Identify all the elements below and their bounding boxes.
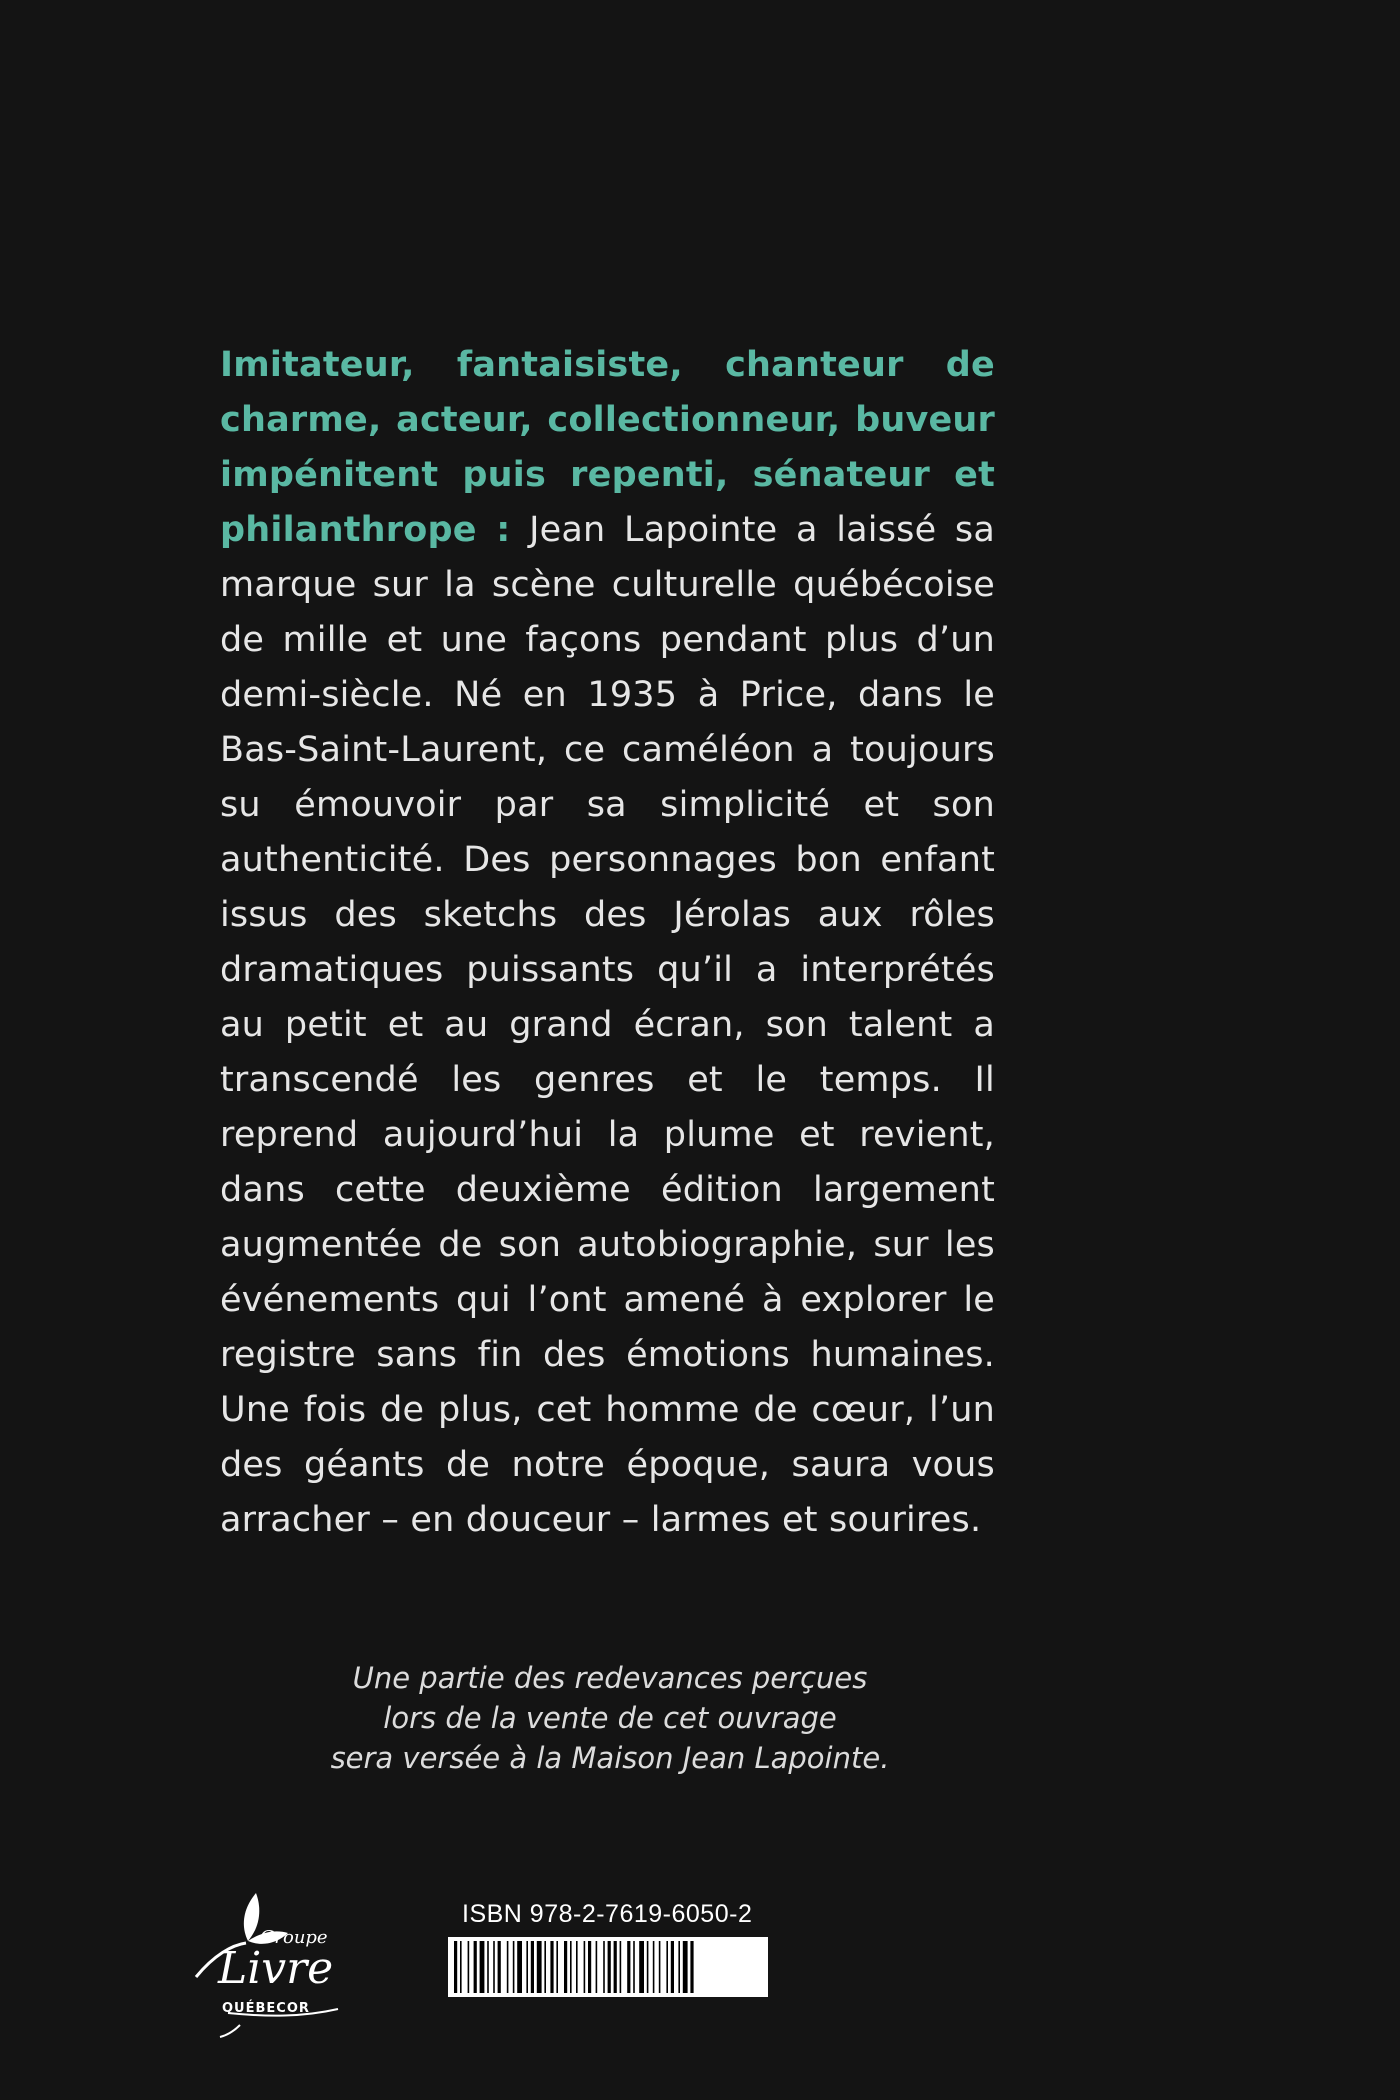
barcode-icon xyxy=(448,1937,768,1997)
isbn-block xyxy=(448,1900,768,1997)
isbn-number: ISBN 978-2-7619-6050-2 xyxy=(462,1900,753,1928)
logo-quebecor: QUÉBECOR xyxy=(222,2001,310,2016)
royalties-note-line-2: lors de la vente de cet ouvrage xyxy=(383,1701,837,1735)
back-cover-blurb xyxy=(220,338,995,1548)
publisher-logo xyxy=(188,1885,358,2045)
royalties-note xyxy=(300,1658,920,1778)
royalties-note-line-3: sera versée à la Maison Jean Lapointe. xyxy=(330,1741,890,1775)
blurb-lead: Imitateur, fantaisiste, chanteur de charme, acteur, collectionneur, buveur impénitent puis repenti, sénateur et philanthrope : xyxy=(220,345,995,550)
logo-groupe: Groupe xyxy=(260,1927,328,1948)
blurb-body: Jean Lapointe a laissé sa marque sur la scène culturelle québécoise de mille et une façons pendant plus d’un demi-siècle. Né en 1935 à Price, dans le Bas-Saint-Laurent, ce caméléon a toujours su émouvoir par sa simplicité et son authenticité. Des personnages bon enfant issus des sketchs des Jérolas aux rôles dramatiques puissants qu’il a interprétés au petit et au grand écran, son talent a transcendé les genres et le temps. Il reprend aujourd’hui la plume et revient, dans cette deuxième édition largement augmentée de son autobiographie, sur les événements qui l’ont amené à explorer le registre sans fin des émotions humaines. Une fois de plus, cet homme de cœur, l’un des géants de notre époque, saura vous arracher – en douceur – larmes et sourires. xyxy=(220,510,995,1540)
royalties-note-line-1: Une partie des redevances perçues xyxy=(352,1661,868,1695)
logo-livre: Livre xyxy=(218,1943,334,1994)
